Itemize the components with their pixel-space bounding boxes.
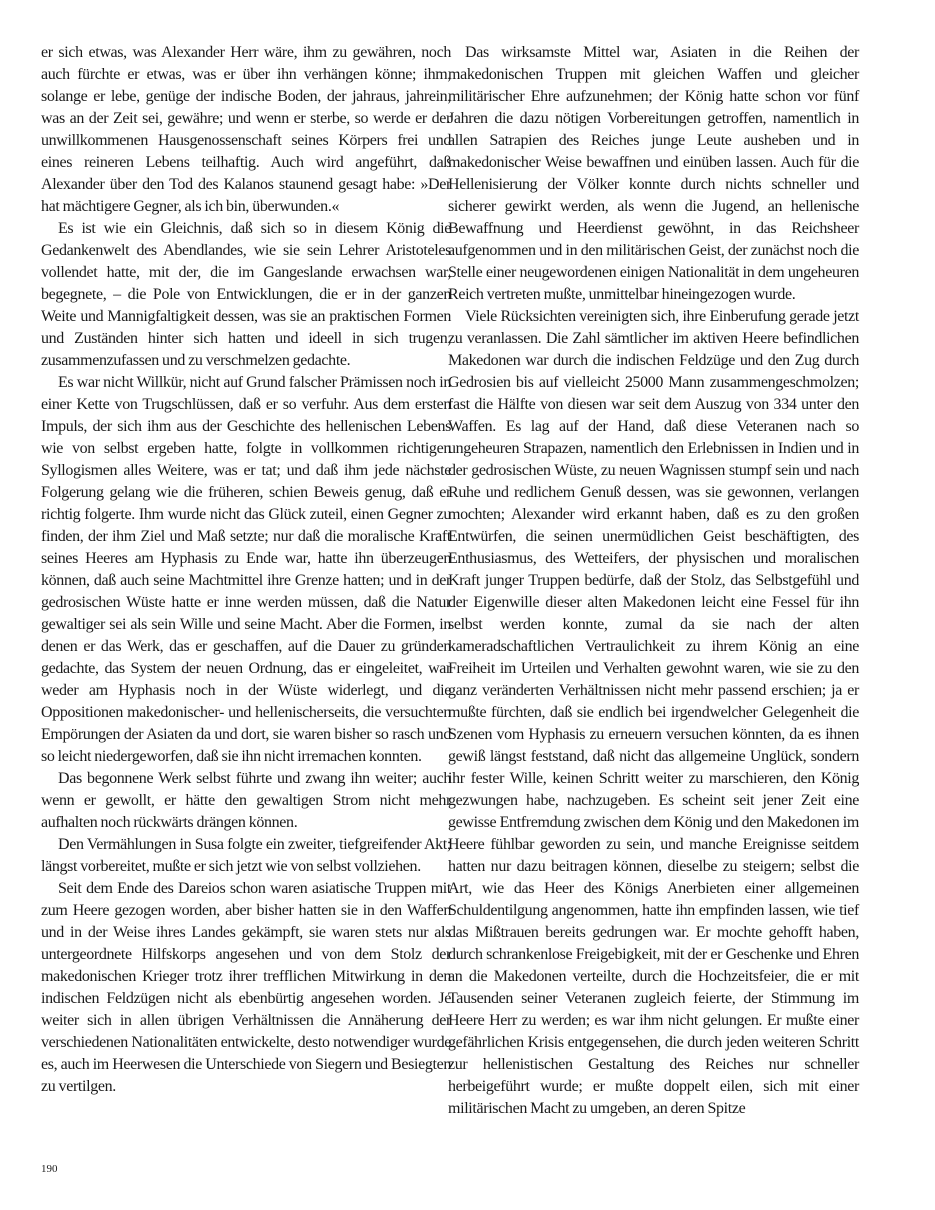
- paragraph: Das wirksamste Mittel war, Asiaten in die Reihen der makedonischen Truppen mit gleichen Waffen und gleicher militärischer Ehre aufzunehmen; der König hatte schon vor fünf Jahren die dazu nötigen Vorbereitungen getroffen, namentlich in allen Satrapien des Reiches junge Leute ausheben und in makedonischer Weise bewaffnen und einüben lassen. Auch für die Hellenisierung der Völker konnte durch nichts schneller und sicherer gewirkt werden, als wenn die Jugend, an hellenische Bewaffnung und Heerdienst gewöhnt, in das Reichsheer aufgenommen und in den militärischen Geist, der zunächst noch die Stelle einer neugewordenen einigen Nationalität in dem ungeheuren Reich vertreten mußte, unmittelbar hineingezogen wurde.: [448, 44, 859, 303]
- paragraph: Seit dem Ende des Dareios schon waren asiatische Truppen mit zum Heere gezogen worden, aber bisher hatten sie in den Waffen und in der Weise ihres Landes gekämpft, sie waren stets nur als untergeordnete Hilfskorps angesehen und von dem Stolz der makedonischen Krieger trotz ihrer trefflichen Mitwirkung in den indischen Feldzügen nicht als ebenbürtig angesehen worden. Je weiter sich in allen übrigen Verhältnissen die Annäherung der verschiedenen Nationalitäten entwickelte, desto notwendiger wurde es, auch im Heerwesen die Unterschiede von Siegern und Besiegten zu vertilgen.: [41, 880, 451, 1095]
- paragraph: er sich etwas, was Alexander Herr wäre, ihm zu gewähren, noch auch fürchte er etwas, was er über ihn verhängen könne; ihm, solange er lebe, genüge der indische Boden, der jahraus, jahrein, was an der Zeit sei, gewähre; und wenn er sterbe, so werde er der unwillkommenen Hausgenossenschaft seines Körpers frei und eines reineren Lebens teilhaftig. Auch wird angeführt, daß Alexander über den Tod des Kalanos staunend gesagt habe: »Der hat mächtigere Gegner, als ich bin, überwunden.«: [41, 44, 451, 215]
- paragraph: Es ist wie ein Gleichnis, daß sich so in diesem König die Gedankenwelt des Abendlandes, wie sie sein Lehrer Aristoteles vollendet hatte, mit der, die im Gangeslande erwachsen war, begegnete, – die Pole von Entwicklungen, die er in der ganzen Weite und Mannigfaltigkeit dessen, was sie an praktischen Formen und Zuständen hinter sich hatten und ideell in sich trugen, zusammenzufassen und zu verschmelzen gedachte.: [41, 220, 451, 369]
- paragraph: Das begonnene Werk selbst führte und zwang ihn weiter; auch wenn er gewollt, er hätte den gewaltigen Strom nicht mehr aufhalten noch rückwärts drängen können.: [41, 770, 451, 831]
- paragraph: Den Vermählungen in Susa folgte ein zweiter, tiefgreifender Akt; längst vorbereitet, mußte er sich jetzt wie von selbst vollziehen.: [41, 836, 451, 875]
- paragraph: Es war nicht Willkür, nicht auf Grund falscher Prämissen noch in einer Kette von Trugschlüssen, daß er so verfuhr. Aus dem ersten Impuls, der sich ihm aus der Geschichte des hellenischen Lebens wie von selbst ergeben hatte, folgte in vollkommen richtigen Syllogismen alles Weitere, was er tat; und daß ihm jede nächste Folgerung gelang wie die früheren, schien Beweis genug, daß er richtig folgerte. Ihm wurde nicht das Glück zuteil, einen Gegner zu finden, der ihm Ziel und Maß setzte; nur daß die moralische Kraft seines Heeres am Hyphasis zu Ende war, hatte ihn überzeugen können, daß auch seine Machtmittel ihre Grenze hatten; und in der gedrosischen Wüste hatte er inne werden müssen, daß die Natur gewaltiger sei als sein Wille und seine Macht. Aber die Formen, in denen er das Werk, das er geschaffen, auf die Dauer zu gründen gedachte, das System der neuen Ordnung, das er eingeleitet, war weder am Hyphasis noch in der Wüste widerlegt, und die Oppositionen makedonischer- und hellenischerseits, die versuchten Empörungen der Asiaten da und dort, sie waren bisher so rasch und so leicht niedergeworfen, daß sie ihn nicht irremachen konnten.: [41, 374, 451, 765]
- right-column: [448, 42, 859, 1120]
- left-column: [41, 42, 451, 1098]
- paragraph: Viele Rücksichten vereinigten sich, ihre Einberufung gerade jetzt zu veranlassen. Die Zahl sämtlicher im aktiven Heere befindlichen Makedonen war durch die indischen Feldzüge und den Zug durch Gedrosien bis auf vielleicht 25000 Mann zusammengeschmolzen; fast die Hälfte von diesen war seit dem Auszug von 334 unter den Waffen. Es lag auf der Hand, daß diese Veteranen nach so ungeheuren Strapazen, namentlich den Erlebnissen in Indien und in der gedrosischen Wüste, zu neuen Wagnissen stumpf sein und nach Ruhe und redlichem Genuß dessen, was sie gewonnen, verlangen mochten; Alexander wird erkannt haben, daß es zu den großen Entwürfen, die seinen unermüdlichen Geist beschäftigten, des Enthusiasmus, des Wetteifers, der physischen und moralischen Kraft junger Truppen bedürfe, daß der Stolz, das Selbstgefühl und der Eigenwille dieser alten Makedonen leicht eine Fessel für ihn selbst werden konnte, zumal da sie nach der alten kameradschaftlichen Vertraulichkeit zu ihrem König an eine Freiheit im Urteilen und Verhalten gewohnt waren, wie sie zu den ganz veränderten Verhältnissen nicht mehr passend erschien; ja er mußte fürchten, daß sie endlich bei irgendwelcher Gelegenheit die Szenen vom Hyphasis zu erneuern versuchen könnten, da es ihnen gewiß längst feststand, daß nicht das allgemeine Unglück, sondern ihr fester Wille, keinen Schritt weiter zu marschieren, den König gezwungen habe, nachzugeben. Es scheint seit jener Zeit eine gewisse Entfremdung zwischen dem König und den Makedonen im Heere fühlbar geworden zu sein, und manche Ereignisse seitdem hatten nur dazu beitragen können, dieselbe zu steigern; selbst die Art, wie das Heer des Königs Anerbieten einer allgemeinen Schuldentilgung angenommen, hatte ihn empfinden lassen, wie tief das Mißtrauen bereits gedrungen war. Er mochte gehofft haben, durch schrankenlose Freigebigkeit, mit der er Geschenke und Ehren an die Makedonen verteilte, durch die Hochzeitsfeier, die er mit Tausenden seiner Veteranen zugleich feierte, der Stimmung im Heere Herr zu werden; es war ihm nicht gelungen. Er mußte einer gefährlichen Krisis entgegensehen, die durch jeden weiteren Schritt zur hellenistischen Gestaltung des Reiches nur schneller herbeigeführt wurde; er mußte doppelt eilen, sich mit einer militärischen Macht zu umgeben, an deren Spitze: [448, 308, 859, 1117]
- page-number: 190: [41, 1163, 58, 1175]
